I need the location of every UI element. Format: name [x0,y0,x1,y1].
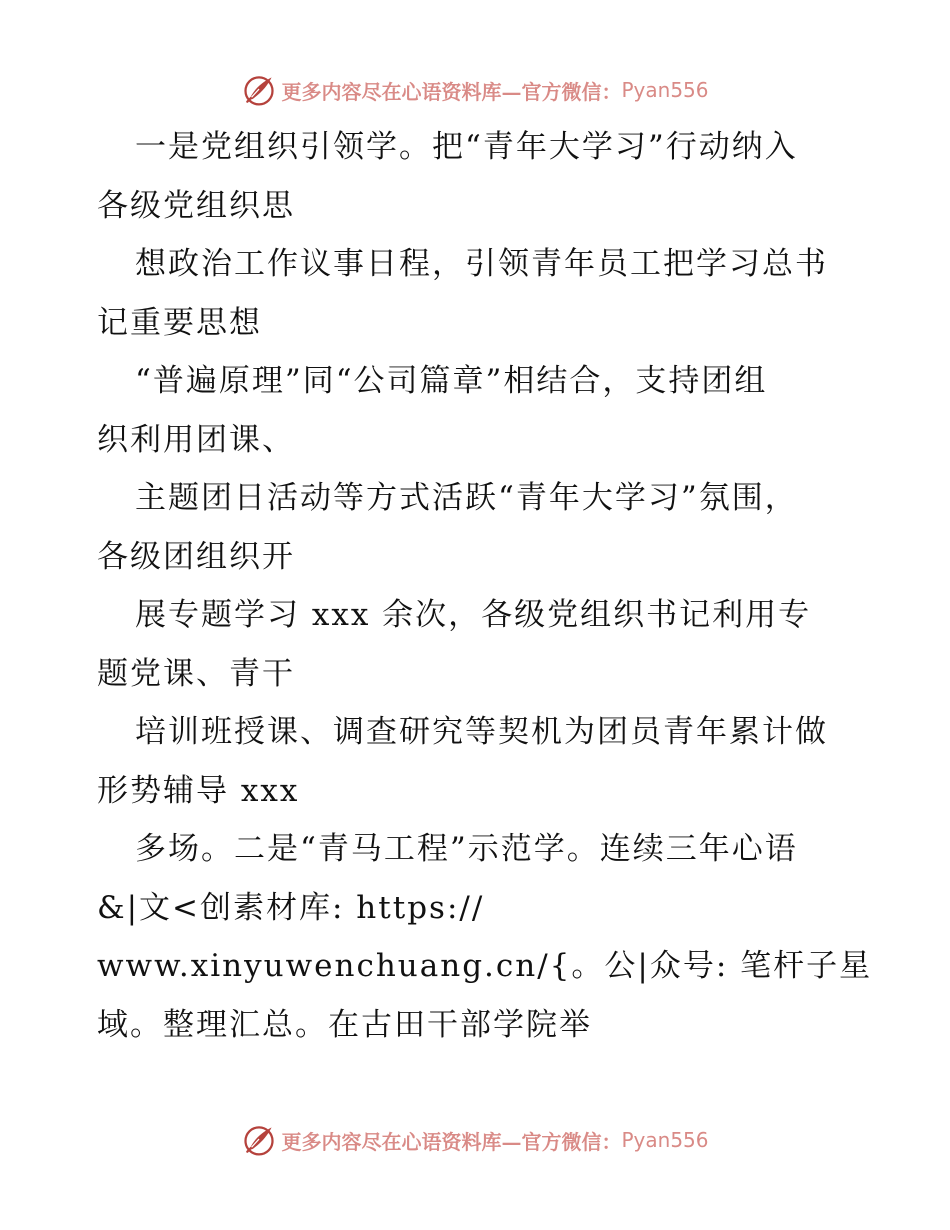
text-line: “普遍原理”同“公司篇章”相结合，支持团组 [135,363,768,399]
text-line: 主题团日活动等方式活跃“青年大学习”氛围， [135,480,798,516]
text-line: 题党课、青干 [97,655,295,692]
text-line: 记重要思想 [97,304,262,341]
text-line: 想政治工作议事日程，引领青年员工把学习总书 [135,246,828,282]
text-line: 培训班授课、调查研究等契机为团员青年累计做 [135,714,828,750]
quill-pen-logo-icon [241,1122,277,1158]
text-line: 各级团组织开 [97,538,295,575]
text-line: 织利用团课、 [97,421,295,458]
text-line: 形势辅导 xxx [97,772,300,809]
watermark-text: 更多内容尽在心语资料库—官方微信： [281,1129,622,1154]
header-watermark [0,70,950,110]
text-line: 一是党组织引领学。把“青年大学习”行动纳入 [135,129,798,165]
document-body [97,118,873,1054]
watermark-id: Pyan556 [621,78,709,102]
text-line: &|文<创素材库: https:// [97,889,485,926]
footer-watermark [0,1120,950,1160]
text-line: 各级党组织思 [97,187,295,224]
quill-pen-logo-icon [241,72,277,108]
text-line: 多场。二是“青马工程”示范学。连续三年心语 [135,831,798,867]
text-line: 展专题学习 xxx 余次，各级党组织书记利用专 [135,597,812,633]
watermark-id: Pyan556 [621,1128,709,1152]
text-line: www.xinyuwenchuang.cn/{。公|众号: 笔杆子星 [97,948,873,984]
watermark-text: 更多内容尽在心语资料库—官方微信： [281,79,622,104]
text-line: 域。整理汇总。在古田干部学院举 [97,1006,592,1043]
